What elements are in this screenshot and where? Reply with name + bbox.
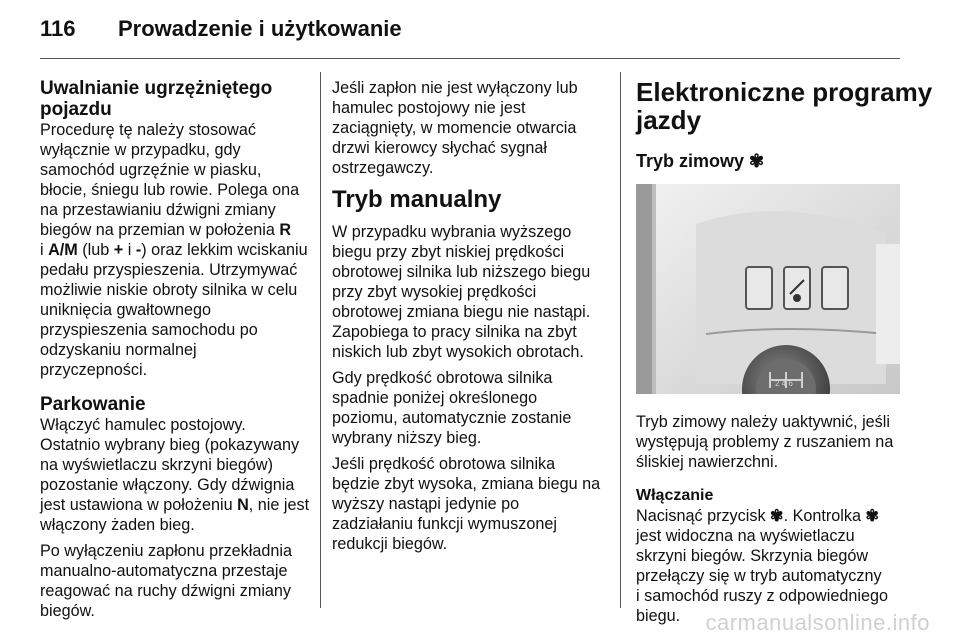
subheading-winter-mode: Tryb zimowy ✾	[636, 151, 765, 171]
paragraph-switching-on: Nacisnąć przycisk ✾. Kontrolka ✾ jest widoczna na wyświetlaczu skrzyni biegów. Skrzynia biegów przełączy się w tryb automatyczny i samochód ruszy z odpowiedniego biegu.	[636, 507, 888, 625]
column-divider-2	[620, 72, 621, 608]
header-rule	[40, 58, 900, 59]
column-1	[40, 78, 308, 627]
section-heading-driving-programs: Elektroniczne programy jazdy	[636, 77, 933, 135]
column-divider-1	[320, 72, 321, 608]
snowflake-icon: ✾	[865, 507, 880, 525]
paragraph-stuck-vehicle: Procedurę tę należy stosować wyłącznie w przypadku, gdy samochód ugrzęźnie w piasku, błocie, śniegu lub rowie. Polega ona na przestawianiu dźwigni zmiany biegów na przemian w położenia R i A/M (lub + i -) oraz lekkim wciskaniu pedału przyspieszenia. Utrzymywać możliwie niskie obroty silnika w celu uniknięcia gwałtownego przyspieszenia samochodu po odzyskaniu normalnej przyczepności.	[40, 121, 308, 379]
snowflake-icon: ✾	[749, 151, 765, 171]
section-heading-stuck-vehicle: Uwalnianie ugrzężniętego pojazdu	[40, 78, 273, 120]
gear-lever-photo	[636, 184, 900, 394]
page-number: 116	[40, 16, 76, 41]
section-heading-manual-mode: Tryb manualny	[332, 186, 502, 213]
paragraph-parking: Włączyć hamulec postojowy. Ostatnio wybrany bieg (pokazywany na wyświetlaczu skrzyni biegów) pozostanie włączony. Gdy dźwignia jest ustawiona w położeniu N, nie jest włączony żaden bieg.	[40, 416, 310, 534]
watermark: carmanualsonline.info	[705, 610, 930, 635]
page-title: Prowadzenie i użytkowanie	[118, 16, 402, 41]
paragraph-downshift: Gdy prędkość obrotowa silnika spadnie poniżej określonego poziomu, automatycznie zostanie wybrany niższy bieg.	[332, 369, 572, 447]
column-2	[332, 78, 604, 560]
snowflake-icon: ✾	[770, 507, 784, 525]
column-3	[636, 77, 933, 632]
paragraph-warning-signal: Jeśli zapłon nie jest wyłączony lub hamulec postojowy nie jest zaciągnięty, w momencie otwarcia drzwi kierowcy słychać sygnał ostrzegawczy.	[332, 79, 578, 177]
page-header	[40, 16, 920, 56]
paragraph-ignition-off: Po wyłączeniu zapłonu przekładnia manualno-automatyczna przestaje reagować na ruchy dźwigni zmiany biegów.	[40, 542, 292, 620]
subheading-switching-on: Włączanie	[636, 487, 714, 504]
paragraph-manual-mode: W przypadku wybrania wyższego biegu przy zbyt niskiej prędkości obrotowej silnika lub niższego biegu przy zbyt wysokiej prędkości obrotowej zmiana biegu nie nastąpi. Zapobiega to pracy silnika na zbyt niskich lub zbyt wysokich obrotach.	[332, 223, 591, 361]
gear-numbers: 2 4 6	[775, 379, 793, 388]
paragraph-upshift: Jeśli prędkość obrotowa silnika będzie zbyt wysoka, zmiana biegu na wyższy nastąpi jedynie po zadziałaniu funkcji wymuszonej redukcji biegów.	[332, 455, 601, 553]
paragraph-winter-mode: Tryb zimowy należy uaktywnić, jeśli występują problemy z ruszaniem na śliskiej nawierzchni.	[636, 413, 894, 471]
section-heading-parking: Parkowanie	[40, 394, 146, 415]
